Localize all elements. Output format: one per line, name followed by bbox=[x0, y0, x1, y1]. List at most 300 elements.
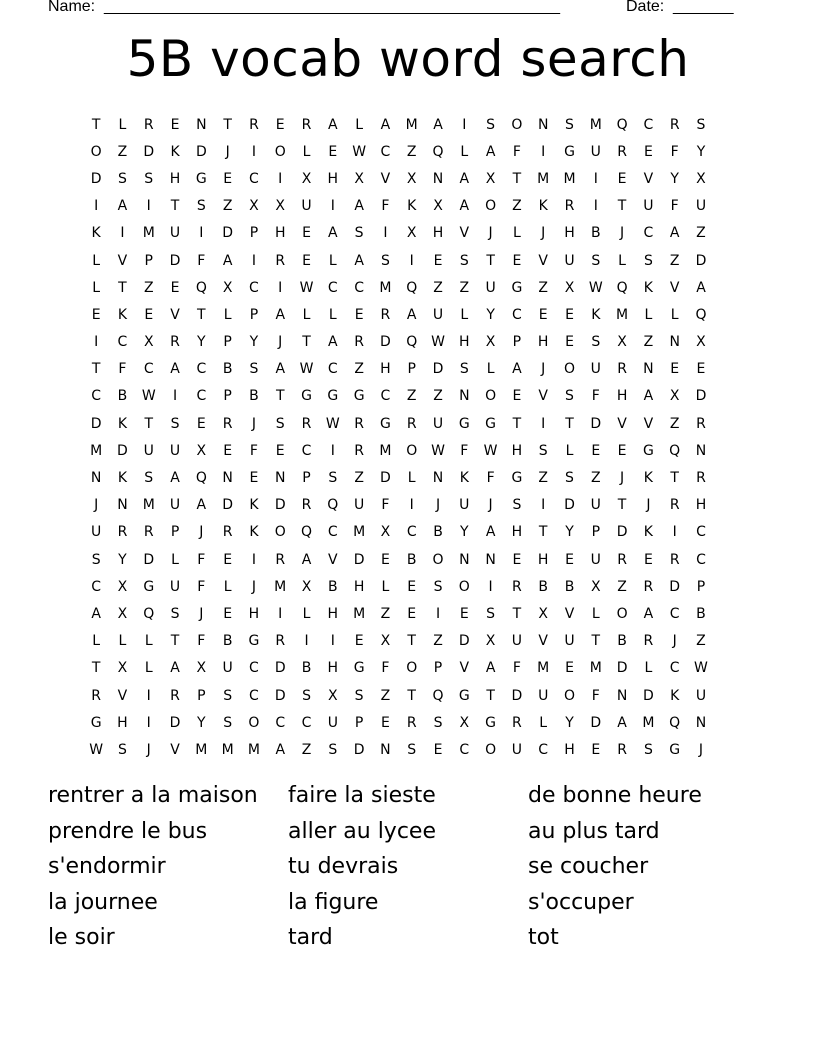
grid-letter: S bbox=[643, 252, 653, 269]
grid-letter: L bbox=[486, 361, 495, 378]
word-list-item: de bonne heure bbox=[528, 783, 702, 808]
grid-letter: U bbox=[590, 361, 601, 378]
grid-letter: X bbox=[196, 660, 207, 677]
grid-row bbox=[83, 138, 733, 165]
grid-letter: R bbox=[301, 116, 312, 133]
grid-letter: Q bbox=[616, 116, 628, 133]
grid-letter: S bbox=[170, 605, 180, 622]
grid-letter: E bbox=[223, 170, 233, 187]
grid-letter: X bbox=[406, 170, 417, 187]
grid-letter: I bbox=[488, 578, 493, 595]
grid-letter: F bbox=[486, 470, 495, 487]
grid-letter: A bbox=[459, 198, 470, 215]
grid-letter: E bbox=[223, 605, 233, 622]
grid-letter: Z bbox=[669, 252, 680, 269]
grid-letter: G bbox=[353, 388, 365, 405]
grid-letter: A bbox=[380, 116, 391, 133]
grid-row bbox=[83, 464, 733, 491]
grid-letter: A bbox=[485, 524, 496, 541]
grid-letter: H bbox=[432, 225, 444, 242]
grid-letter: H bbox=[248, 605, 260, 622]
grid-letter: D bbox=[353, 741, 365, 758]
grid-letter: J bbox=[698, 741, 704, 758]
grid-letter: X bbox=[143, 334, 154, 351]
grid-letter: K bbox=[407, 198, 417, 215]
grid-letter: E bbox=[380, 714, 390, 731]
grid-letter: N bbox=[90, 470, 102, 487]
grid-letter: T bbox=[407, 687, 416, 704]
grid-letter: A bbox=[91, 605, 101, 622]
grid-letter: B bbox=[117, 388, 128, 405]
grid-letter: U bbox=[169, 497, 181, 514]
grid-letter: F bbox=[512, 143, 521, 160]
grid-letter: L bbox=[92, 279, 101, 296]
grid-letter: G bbox=[248, 633, 260, 650]
grid-letter: H bbox=[695, 497, 707, 514]
grid-letter: Z bbox=[590, 470, 601, 487]
grid-letter: D bbox=[590, 415, 602, 432]
grid-letter: C bbox=[459, 741, 470, 758]
grid-letter: F bbox=[460, 442, 469, 459]
grid-letter: Y bbox=[486, 306, 495, 323]
grid-row bbox=[83, 709, 733, 736]
grid-letter: M bbox=[616, 306, 629, 323]
grid-letter: I bbox=[94, 198, 99, 215]
grid-letter: I bbox=[541, 497, 546, 514]
grid-letter: X bbox=[485, 334, 496, 351]
grid-letter: X bbox=[696, 170, 706, 187]
grid-letter: E bbox=[302, 225, 311, 242]
grid-letter: J bbox=[488, 225, 493, 242]
grid-letter: P bbox=[591, 524, 601, 541]
grid-letter: X bbox=[433, 198, 443, 215]
grid-letter: N bbox=[432, 170, 444, 187]
grid-letter: I bbox=[199, 225, 204, 242]
grid-letter: H bbox=[117, 714, 128, 731]
grid-letter: D bbox=[511, 687, 523, 704]
grid-letter: S bbox=[538, 442, 548, 459]
grid-row bbox=[83, 628, 733, 655]
word-list-item: tu devrais bbox=[288, 854, 399, 880]
grid-letter: H bbox=[327, 660, 339, 677]
grid-letter: R bbox=[301, 415, 312, 432]
grid-letter: S bbox=[223, 687, 233, 704]
grid-letter: N bbox=[643, 361, 654, 378]
name-label: Name: bbox=[48, 0, 96, 15]
grid-letter: S bbox=[459, 361, 469, 378]
grid-letter: X bbox=[459, 714, 470, 731]
grid-letter: Z bbox=[433, 388, 443, 405]
grid-letter: M bbox=[90, 442, 103, 459]
grid-letter: P bbox=[512, 334, 522, 351]
grid-letter: D bbox=[642, 687, 654, 704]
grid-letter: N bbox=[485, 551, 496, 568]
grid-letter: S bbox=[459, 252, 469, 269]
grid-letter: Z bbox=[354, 361, 364, 378]
grid-letter: I bbox=[462, 116, 467, 133]
grid-letter: I bbox=[672, 524, 677, 541]
grid-letter: U bbox=[695, 687, 707, 704]
grid-letter: S bbox=[407, 741, 417, 758]
grid-letter: R bbox=[696, 415, 706, 432]
grid-letter: S bbox=[643, 741, 653, 758]
grid-letter: K bbox=[591, 306, 601, 323]
grid-letter: S bbox=[380, 252, 390, 269]
grid-letter: F bbox=[197, 578, 206, 595]
grid-letter: Z bbox=[380, 687, 391, 704]
grid-letter: S bbox=[565, 470, 574, 487]
grid-letter: R bbox=[512, 578, 522, 595]
grid-letter: L bbox=[407, 470, 416, 487]
grid-letter: S bbox=[591, 252, 601, 269]
grid-letter: R bbox=[406, 714, 417, 731]
word-list-item: s'endormir bbox=[48, 854, 166, 880]
grid-row bbox=[83, 301, 733, 328]
grid-row bbox=[83, 329, 733, 356]
grid-letter: O bbox=[432, 551, 444, 568]
grid-letter: Y bbox=[696, 143, 706, 160]
grid-letter: W bbox=[483, 442, 498, 459]
grid-letter: C bbox=[538, 741, 549, 758]
grid-letter: I bbox=[251, 252, 256, 269]
grid-letter: D bbox=[564, 497, 575, 514]
grid-letter: Z bbox=[354, 470, 364, 487]
grid-letter: T bbox=[512, 415, 522, 432]
grid-letter: E bbox=[617, 170, 627, 187]
grid-letter: L bbox=[591, 605, 600, 622]
grid-letter: S bbox=[118, 741, 127, 758]
grid-letter: R bbox=[643, 578, 654, 595]
grid-letter: V bbox=[564, 605, 575, 622]
grid-letter: C bbox=[512, 306, 522, 323]
grid-letter: I bbox=[304, 633, 309, 650]
grid-letter: Z bbox=[433, 279, 443, 296]
grid-letter: B bbox=[538, 578, 548, 595]
grid-letter: R bbox=[617, 551, 627, 568]
grid-letter: K bbox=[643, 470, 653, 487]
grid-letter: F bbox=[381, 198, 390, 215]
grid-letter: I bbox=[409, 497, 414, 514]
grid-letter: V bbox=[538, 252, 548, 269]
grid-letter: U bbox=[511, 741, 523, 758]
grid-letter: V bbox=[669, 279, 680, 296]
grid-letter: L bbox=[92, 633, 101, 650]
grid-letter: H bbox=[327, 170, 339, 187]
grid-letter: N bbox=[432, 470, 444, 487]
grid-letter: T bbox=[538, 524, 548, 541]
grid-letter: M bbox=[589, 116, 602, 133]
word-list bbox=[48, 778, 788, 956]
grid-letter: X bbox=[696, 334, 706, 351]
grid-letter: D bbox=[90, 415, 102, 432]
grid-letter: K bbox=[670, 687, 680, 704]
grid-letter: F bbox=[670, 143, 679, 160]
grid-letter: L bbox=[512, 225, 521, 242]
grid-row bbox=[83, 682, 733, 709]
grid-letter: G bbox=[353, 660, 365, 677]
grid-letter: C bbox=[249, 170, 259, 187]
grid-letter: I bbox=[435, 605, 441, 622]
grid-letter: O bbox=[511, 116, 523, 133]
grid-letter: W bbox=[299, 361, 314, 378]
grid-letter: B bbox=[406, 551, 417, 568]
grid-letter: L bbox=[460, 143, 469, 160]
grid-letter: L bbox=[328, 306, 337, 323]
grid-letter: Q bbox=[195, 279, 207, 296]
grid-letter: A bbox=[459, 170, 470, 187]
grid-letter: H bbox=[564, 741, 575, 758]
grid-letter: O bbox=[485, 741, 497, 758]
grid-letter: D bbox=[169, 714, 181, 731]
grid-letter: Z bbox=[406, 388, 417, 405]
grid-letter: Z bbox=[143, 279, 154, 296]
grid-letter: L bbox=[565, 442, 574, 459]
grid-letter: L bbox=[144, 660, 153, 677]
grid-letter: A bbox=[328, 116, 338, 133]
grid-letter: F bbox=[118, 361, 127, 378]
grid-letter: F bbox=[249, 442, 258, 459]
grid-letter: S bbox=[433, 578, 443, 595]
grid-letter: A bbox=[485, 143, 496, 160]
grid-letter: K bbox=[538, 198, 548, 215]
grid-letter: O bbox=[248, 714, 260, 731]
grid-letter: I bbox=[541, 415, 546, 432]
word-list-item: aller au lycee bbox=[288, 818, 436, 844]
grid-letter: O bbox=[616, 605, 628, 622]
grid-letter: R bbox=[512, 714, 522, 731]
grid-letter: P bbox=[144, 252, 153, 269]
grid-letter: H bbox=[353, 578, 365, 595]
grid-letter: B bbox=[696, 605, 706, 622]
grid-letter: A bbox=[669, 225, 680, 242]
grid-letter: R bbox=[380, 306, 391, 323]
header-line bbox=[48, 0, 748, 20]
grid-letter: Z bbox=[669, 415, 680, 432]
grid-letter: J bbox=[541, 225, 546, 242]
grid-letter: D bbox=[590, 714, 602, 731]
grid-letter: X bbox=[301, 578, 312, 595]
grid-letter: N bbox=[459, 551, 470, 568]
grid-letter: A bbox=[696, 279, 706, 296]
grid-letter: L bbox=[302, 306, 311, 323]
grid-letter: R bbox=[669, 551, 680, 568]
grid-letter: Z bbox=[643, 334, 654, 351]
grid-letter: L bbox=[644, 660, 653, 677]
grid-letter: E bbox=[275, 116, 285, 133]
grid-letter: S bbox=[328, 741, 338, 758]
grid-letter: X bbox=[196, 442, 207, 459]
grid-letter: T bbox=[670, 470, 679, 487]
grid-letter: X bbox=[669, 388, 680, 405]
grid-letter: L bbox=[302, 605, 311, 622]
grid-letter: S bbox=[696, 116, 706, 133]
grid-letter: J bbox=[541, 361, 546, 378]
grid-letter: A bbox=[512, 361, 522, 378]
grid-letter: A bbox=[222, 252, 233, 269]
grid-letter: I bbox=[593, 170, 598, 187]
grid-letter: S bbox=[170, 415, 180, 432]
grid-letter: W bbox=[588, 279, 603, 296]
grid-letter: R bbox=[643, 633, 654, 650]
grid-letter: E bbox=[223, 551, 233, 568]
grid-letter: Q bbox=[406, 279, 418, 296]
grid-letter: M bbox=[353, 605, 366, 622]
grid-letter: A bbox=[275, 361, 286, 378]
grid-row bbox=[83, 600, 733, 627]
grid-letter: E bbox=[91, 306, 101, 323]
grid-row bbox=[83, 736, 733, 763]
grid-letter: O bbox=[485, 198, 497, 215]
grid-letter: L bbox=[381, 578, 390, 595]
grid-letter: T bbox=[170, 633, 180, 650]
grid-letter: C bbox=[669, 660, 680, 677]
grid-letter: A bbox=[485, 660, 496, 677]
grid-letter: V bbox=[170, 306, 180, 323]
grid-letter: D bbox=[222, 225, 234, 242]
grid-letter: M bbox=[142, 497, 155, 514]
grid-letter: C bbox=[406, 524, 417, 541]
grid-letter: R bbox=[564, 198, 575, 215]
grid-letter: H bbox=[537, 334, 549, 351]
grid-letter: R bbox=[275, 252, 286, 269]
grid-letter: A bbox=[170, 470, 180, 487]
grid-letter: C bbox=[301, 714, 312, 731]
grid-letter: T bbox=[118, 279, 127, 296]
grid-letter: U bbox=[538, 687, 549, 704]
grid-row bbox=[83, 573, 733, 600]
word-list-item: faire la sieste bbox=[288, 783, 436, 808]
grid-letter: N bbox=[537, 116, 549, 133]
grid-letter: L bbox=[355, 116, 364, 133]
grid-letter: X bbox=[301, 170, 312, 187]
grid-letter: E bbox=[591, 741, 601, 758]
name-field: _____________________________________________________ bbox=[104, 0, 560, 15]
grid-letter: L bbox=[618, 252, 626, 269]
grid-letter: W bbox=[694, 660, 708, 677]
grid-letter: N bbox=[616, 687, 628, 704]
grid-letter: T bbox=[617, 497, 627, 514]
grid-letter: I bbox=[146, 714, 151, 731]
grid-letter: H bbox=[511, 524, 523, 541]
grid-letter: G bbox=[327, 388, 339, 405]
word-list-item: se coucher bbox=[528, 854, 649, 880]
grid-letter: T bbox=[223, 116, 232, 133]
grid-letter: G bbox=[485, 714, 497, 731]
word-search-grid bbox=[83, 111, 733, 764]
grid-letter: A bbox=[117, 198, 128, 215]
grid-letter: S bbox=[302, 687, 311, 704]
grid-letter: G bbox=[301, 388, 312, 405]
grid-letter: P bbox=[197, 687, 206, 704]
grid-letter: I bbox=[383, 225, 388, 242]
grid-letter: X bbox=[117, 578, 128, 595]
grid-letter: S bbox=[565, 388, 574, 405]
grid-letter: Q bbox=[669, 442, 681, 459]
grid-letter: I bbox=[172, 388, 178, 405]
grid-row bbox=[83, 410, 733, 437]
grid-letter: N bbox=[274, 470, 286, 487]
grid-letter: C bbox=[354, 279, 364, 296]
grid-letter: S bbox=[196, 198, 206, 215]
grid-letter: Y bbox=[565, 524, 574, 541]
grid-letter: E bbox=[170, 116, 180, 133]
grid-letter: T bbox=[512, 170, 522, 187]
grid-letter: Y bbox=[197, 714, 206, 731]
grid-letter: R bbox=[275, 633, 286, 650]
grid-letter: H bbox=[511, 442, 523, 459]
grid-letter: F bbox=[197, 252, 206, 269]
grid-letter: M bbox=[353, 524, 366, 541]
grid-letter: F bbox=[591, 687, 600, 704]
grid-letter: L bbox=[328, 252, 337, 269]
grid-letter: R bbox=[669, 116, 680, 133]
grid-letter: E bbox=[538, 306, 548, 323]
grid-letter: H bbox=[616, 388, 628, 405]
word-list-item: tard bbox=[288, 925, 333, 951]
grid-letter: B bbox=[328, 578, 338, 595]
grid-letter: R bbox=[117, 524, 128, 541]
grid-letter: A bbox=[196, 497, 207, 514]
grid-letter: H bbox=[169, 170, 181, 187]
grid-letter: R bbox=[669, 497, 680, 514]
grid-letter: A bbox=[643, 605, 654, 622]
grid-letter: E bbox=[617, 442, 627, 459]
grid-letter: Q bbox=[143, 605, 155, 622]
grid-letter: J bbox=[146, 741, 151, 758]
grid-letter: K bbox=[459, 470, 469, 487]
page-title: 5B vocab word search bbox=[126, 30, 690, 88]
grid-row bbox=[83, 519, 733, 546]
grid-letter: J bbox=[251, 415, 256, 432]
grid-letter: I bbox=[278, 605, 283, 622]
grid-letter: W bbox=[325, 415, 340, 432]
grid-letter: F bbox=[670, 198, 679, 215]
grid-letter: R bbox=[143, 116, 154, 133]
grid-letter: M bbox=[405, 116, 418, 133]
grid-row bbox=[83, 492, 733, 519]
grid-letter: D bbox=[169, 252, 181, 269]
grid-letter: D bbox=[695, 388, 707, 405]
grid-letter: U bbox=[459, 497, 470, 514]
grid-letter: S bbox=[144, 470, 154, 487]
grid-letter: R bbox=[143, 524, 154, 541]
grid-letter: K bbox=[170, 143, 180, 160]
grid-letter: E bbox=[565, 306, 574, 323]
grid-letter: R bbox=[354, 334, 364, 351]
grid-letter: K bbox=[117, 306, 128, 323]
grid-letter: L bbox=[302, 143, 311, 160]
grid-letter: C bbox=[91, 388, 102, 405]
grid-letter: V bbox=[459, 660, 470, 677]
grid-letter: E bbox=[591, 442, 601, 459]
grid-letter: T bbox=[617, 198, 627, 215]
grid-letter: E bbox=[643, 143, 653, 160]
grid-letter: M bbox=[537, 170, 550, 187]
grid-letter: V bbox=[617, 415, 627, 432]
grid-letter: X bbox=[538, 605, 548, 622]
grid-letter: C bbox=[327, 279, 338, 296]
grid-letter: E bbox=[459, 605, 469, 622]
grid-letter: I bbox=[251, 551, 256, 568]
grid-letter: X bbox=[485, 633, 496, 650]
grid-row bbox=[83, 655, 733, 682]
grid-letter: Q bbox=[695, 306, 707, 323]
grid-letter: I bbox=[330, 442, 335, 459]
grid-row bbox=[83, 165, 733, 192]
grid-letter: X bbox=[275, 198, 286, 215]
grid-letter: O bbox=[485, 388, 497, 405]
grid-letter: Z bbox=[406, 143, 417, 160]
